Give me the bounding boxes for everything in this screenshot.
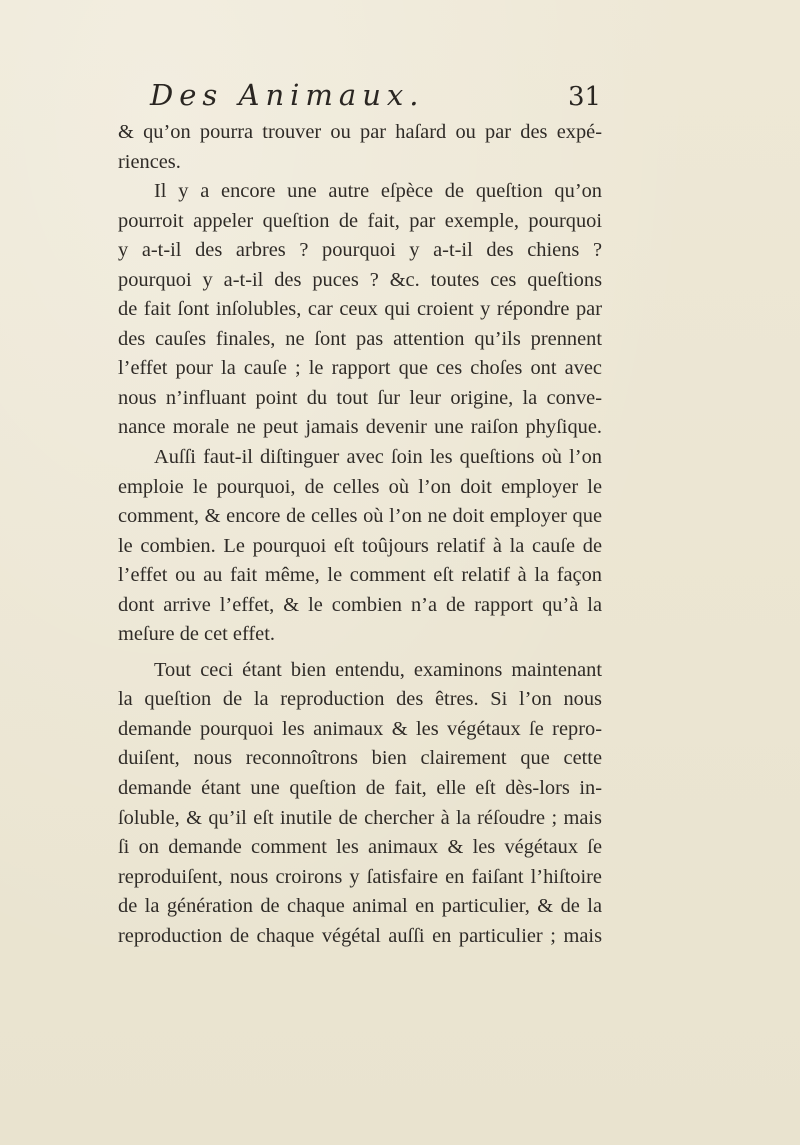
body-text bbox=[118, 118, 602, 951]
text-line: riences. bbox=[118, 150, 181, 173]
page-number: 31 bbox=[568, 82, 602, 112]
text-line: duiſent, nous reconnoîtrons bien clairement que cette bbox=[118, 747, 602, 770]
text-line: l’effet pour la cauſe ; le rapport que ces choſes ont avec bbox=[118, 357, 602, 380]
running-header: Des Animaux. bbox=[150, 78, 425, 112]
text-line: reproduction de chaque végétal auſſi en particulier ; mais bbox=[118, 924, 602, 947]
text-line: ſoluble, & qu’il eſt inutile de chercher à la réſoudre ; mais bbox=[118, 806, 602, 829]
text-line: emploie le pourquoi, de celles où l’on doit employer le bbox=[118, 475, 602, 498]
text-line: de fait ſont inſolubles, car ceux qui croient y répondre par bbox=[118, 298, 602, 321]
text-line: l’effet ou au fait même, le comment eſt relatif à la façon bbox=[118, 564, 602, 587]
text-line: le combien. Le pourquoi eſt toûjours relatif à la cauſe de bbox=[118, 534, 602, 557]
text-line: demande pourquoi les animaux & les végétaux ſe repro- bbox=[118, 717, 602, 740]
text-line: Il y a encore une autre eſpèce de queſtion qu’on bbox=[154, 180, 602, 203]
text-line: Tout ceci étant bien entendu, examinons maintenant bbox=[154, 658, 602, 681]
text-line: Auſſi faut-il diſtinguer avec ſoin les queſtions où l’on bbox=[154, 446, 602, 469]
text-line: y a-t-il des arbres ? pourquoi y a-t-il des chiens ? bbox=[118, 239, 602, 262]
text-line: pourquoi y a-t-il des puces ? &c. toutes ces queſtions bbox=[118, 268, 602, 291]
text-line: pourroit appeler queſtion de fait, par exemple, pourquoi bbox=[118, 209, 602, 232]
text-line: la queſtion de la reproduction des êtres. Si l’on nous bbox=[118, 688, 602, 711]
text-line: nance morale ne peut jamais devenir une raiſon phyſique. bbox=[118, 416, 602, 439]
text-line: de la génération de chaque animal en particulier, & de la bbox=[118, 895, 602, 918]
text-line: demande étant une queſtion de fait, elle eſt dès-lors in- bbox=[118, 777, 602, 800]
text-line: dont arrive l’effet, & le combien n’a de rapport qu’à la bbox=[118, 593, 602, 616]
text-line: nous n’influant point du tout ſur leur origine, la conve- bbox=[118, 386, 602, 409]
text-line: des cauſes finales, ne ſont pas attention qu’ils prennent bbox=[118, 327, 602, 350]
text-line: meſure de cet effet. bbox=[118, 623, 275, 646]
text-line: comment, & encore de celles où l’on ne doit employer que bbox=[118, 505, 602, 528]
text-line: reproduiſent, nous croirons y ſatisfaire en faiſant l’hiſtoire bbox=[118, 865, 602, 888]
text-line: ſi on demande comment les animaux & les végétaux ſe bbox=[118, 836, 602, 859]
text-line: & qu’on pourra trouver ou par haſard ou par des expé- bbox=[118, 121, 602, 143]
